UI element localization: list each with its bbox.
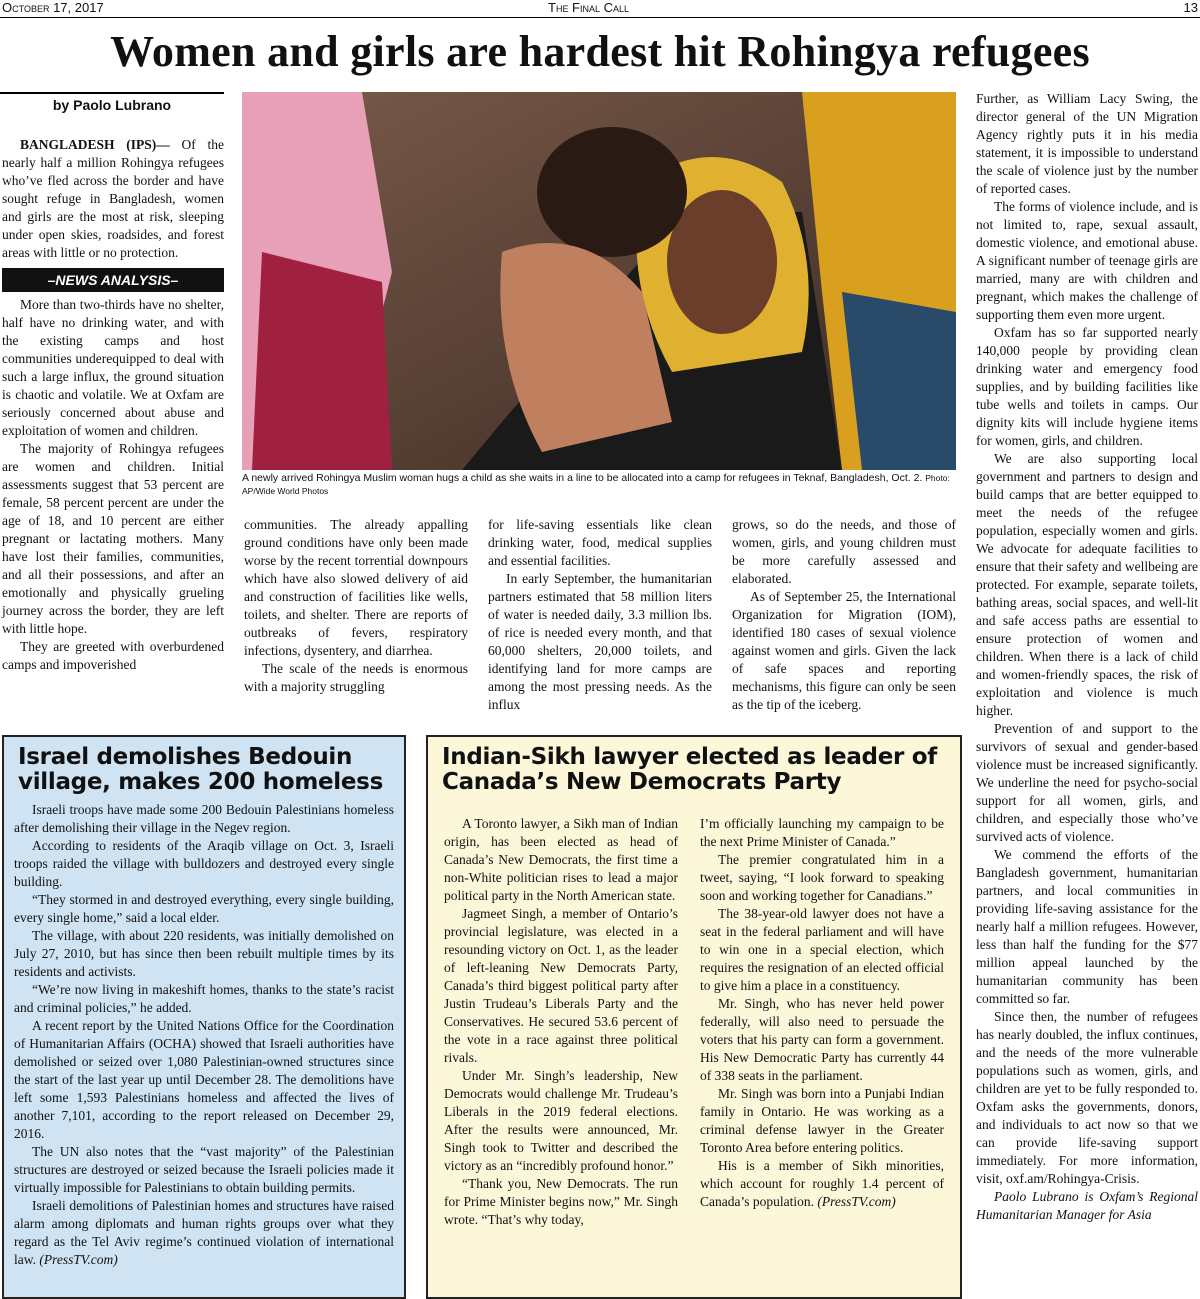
paragraph: Prevention of and support to the survivors of sexual and gender-based violence must be increased significantly. We underline the need for psycho-social support for all women, girls, and children, and especially those who’ve survived acts of violence. xyxy=(976,721,1198,844)
sikh-story-box xyxy=(426,735,962,1299)
paragraph: for life-saving essentials like clean drinking water, food, medical supplies and essential facilities. xyxy=(488,517,712,568)
paragraph: His is a member of Sikh minorities, which account for roughly 1.4 percent of Canada’s population. (PressTV.com) xyxy=(700,1158,944,1209)
paragraph: The forms of violence include, and is not limited to, rape, sexual assault, domestic violence, and emotional abuse. A significant number of teenage girls are married, many are with children and pregnant, which makes the challenge of supporting them even more urgent. xyxy=(976,199,1198,322)
paragraph: “They stormed in and destroyed everything, every single building, every single home,” said a local elder. xyxy=(14,892,394,925)
paper-name: The Final Call xyxy=(548,0,630,15)
paragraph: Further, as William Lacy Swing, the director general of the UN Migration Agency rightly puts it in his media statement, it is impossible to understand the scale of violence just by the number of reported cases. xyxy=(976,91,1198,196)
sikh-story-column-1 xyxy=(444,815,678,1229)
paragraph: The UN also notes that the “vast majority” of the Palestinian structures are destroyed or seized because the Israeli policies made it virtually impossible for Palestinians to obtain building permits. xyxy=(14,1144,394,1195)
paragraph: communities. The already appalling ground conditions have only been made worse by the recent torrential downpours which have also slowed delivery of aid and construction of facilities like wells, toilets, and shelter. There are reports of outbreaks of fevers, respiratory infections, dysentery, and diarrhea. xyxy=(244,517,468,658)
main-column-2 xyxy=(244,516,468,696)
main-headline: Women and girls are hardest hit Rohingya refugees xyxy=(110,27,1090,76)
paragraph: Israeli demolitions of Palestinian homes and structures have raised alarm among diplomats and human rights groups over what they regard as the Tel Aviv regime’s continued violation of international law. (PressTV.com) xyxy=(14,1198,394,1267)
sikh-story-column-2 xyxy=(700,815,944,1211)
page-number: 13 xyxy=(1183,0,1198,15)
paragraph: As of September 25, the International Organization for Migration (IOM), identified 180 cases of sexual violence against women and girls. Given the lack of safe spaces and reporting mechanisms, this figure can only be seen as the tip of the iceberg. xyxy=(732,589,956,712)
photo-caption: A newly arrived Rohingya Muslim woman hugs a child as she waits in a line to be allocated into a camp for refugees in Teknaf, Bangladesh, Oct. 2. Photo: AP/Wide World Photos xyxy=(242,472,950,496)
paragraph: The village, with about 220 residents, was initially demolished on July 27, 2010, but has since then been rebuilt multiple times by its residents and activists. xyxy=(14,928,394,979)
paragraph: I’m officially launching my campaign to be the next Prime Minister of Canada.” xyxy=(700,816,944,849)
folio-bar xyxy=(0,0,1200,18)
israel-story-box xyxy=(2,735,406,1299)
paragraph: Since then, the number of refugees has nearly doubled, the influx continues, and the needs of the more vulnerable populations such as women, girls, and children are yet to be fully responded to. Oxfam asks the governments, donors, and individuals to act now so that we can provide life-saving support immediately. For more information, visit, oxf.am/Rohingya-Crisis. xyxy=(976,1009,1198,1186)
main-column-4 xyxy=(732,516,956,714)
paragraph: Jagmeet Singh, a member of Ontario’s provincial legislature, was elected in a resounding victory on Oct. 1, as the leader of left-leaning New Democrats Party, Canada’s third biggest political party after Justin Trudeau’s Liberals Party and the Conservatives. He secured 53.6 percent of the vote in a race against three political rivals. xyxy=(444,906,678,1065)
news-analysis-label: –NEWS ANALYSIS– xyxy=(2,268,224,292)
source-credit: (PressTV.com) xyxy=(817,1194,896,1209)
paragraph: More than two-thirds have no shelter, half have no drinking water, and with the existing camps and host communities underequipped to deal with such a large influx, the ground situation is chaotic and volatile. We at Oxfam are seriously concerned about abuse and exploitation of women and children. xyxy=(2,297,224,438)
main-column-3 xyxy=(488,516,712,714)
lead-paragraph: BANGLADESH (IPS)— Of the nearly half a million Rohingya refugees who’ve fled across the border and have sought refuge in Bangladesh, women and girls are the most at risk, sleeping under open skies, roadsides, and forest areas with little or no protection. xyxy=(2,137,224,260)
main-column-1 xyxy=(2,136,224,674)
paragraph: The majority of Rohingya refugees are women and children. Initial assessments suggest that 53 percent are female, 58 percent percent are under the age of 18, and 10 percent are either pregnant or lactating mothers. Many have lost their families, communities, and all their possessions, and after an emotionally and physically grueling journey across the border, they are left with little hope. xyxy=(2,441,224,636)
paragraph: A recent report by the United Nations Office for the Coordination of Humanitarian Affairs (OCHA) showed that Israeli authorities have demolished or seized over 1,080 Palestinian-owned structures since the start of the last year up until December 28. The demolitions have left some 1,593 Palestinians homeless and affected the lives of another 7,101, according to the report released on December 29, 2016. xyxy=(14,1018,394,1141)
paragraph: In early September, the humanitarian partners estimated that 58 million liters of water is needed daily, 3.3 million lbs. of rice is needed every month, and that 60,000 shelters, 20,000 toilets, and identifying land for more camps are among the most pressing needs. As the influx xyxy=(488,571,712,712)
paragraph: We are also supporting local government and partners to design and build camps that are better equipped to meet the needs of the refugee population, especially women and girls. We advocate for adequate facilities to ensure that their safety and wellbeing are protected. For example, separate toilets, bathing areas, social spaces, and well-lit and safe access paths are essential to ensure protection of women and children. When there is a lack of child and women-friendly spaces, the risk of exploitation and violence is much higher. xyxy=(976,451,1198,718)
paragraph: Under Mr. Singh’s leadership, New Democrats would challenge Mr. Trudeau’s Liberals in the 2019 federal elections. After the results were announced, Mr. Singh took to Twitter and described the victory as an “incredibly profound honor.” xyxy=(444,1068,678,1173)
paragraph: grows, so do the needs, and those of women, girls, and young children must be more carefully assessed and elaborated. xyxy=(732,517,956,586)
photo-credit: Photo: AP/Wide World Photos xyxy=(242,473,950,496)
paragraph: Mr. Singh, who has never held power federally, will also need to persuade the voters that his party can form a government. His New Democratic Party has currently 44 of 338 seats in the parliament. xyxy=(700,996,944,1083)
refugee-photo xyxy=(242,92,956,470)
israel-story-title: Israel demolishes Bedouin village, makes 200 homeless xyxy=(18,744,383,795)
paragraph: Israeli troops have made some 200 Bedouin Palestinians homeless after demolishing their village in the Negev region. xyxy=(14,802,394,835)
paragraph: According to residents of the Araqib village on Oct. 3, Israeli troops raided the village with bulldozers and destroyed every single building. xyxy=(14,838,394,889)
author-note: Paolo Lubrano is Oxfam’s Regional Humanitarian Manager for Asia xyxy=(976,1189,1198,1222)
paragraph: Mr. Singh was born into a Punjabi Indian family in Ontario. He was working as a criminal defense lawyer in the Greater Toronto Area before entering politics. xyxy=(700,1086,944,1155)
photo-illustration xyxy=(242,92,956,470)
paragraph: “We’re now living in makeshift homes, thanks to the state’s racist and criminal policies,” he added. xyxy=(14,982,394,1015)
byline: by Paolo Lubrano xyxy=(0,92,224,113)
source-credit: (PressTV.com) xyxy=(39,1252,118,1267)
paragraph: Oxfam has so far supported nearly 140,000 people by providing clean drinking water and emergency food supplies, and by building facilities like tube wells and toilets in camps. Our dignity kits will include hygiene items for women, girls, and children. xyxy=(976,325,1198,448)
paragraph: The scale of the needs is enormous with a majority struggling xyxy=(244,661,468,694)
paragraph: They are greeted with overburdened camps and impoverished xyxy=(2,639,224,672)
paragraph: We commend the efforts of the Bangladesh government, humanitarian partners, and local communities in providing life-saving assistance for the nearly half a million refugees. However, less than half the funding for the $77 million appeal launched by the humanitarian community has been committed so far. xyxy=(976,847,1198,1006)
issue-date: October 17, 2017 xyxy=(2,0,104,15)
israel-story-body xyxy=(4,795,404,1269)
main-column-5 xyxy=(976,90,1198,1224)
paragraph: A Toronto lawyer, a Sikh man of Indian origin, has been elected as head of Canada’s New Democrats, the first time a non-White politician rises to lead a major political party in the North American state. xyxy=(444,816,678,903)
paragraph: The 38-year-old lawyer does not have a seat in the federal parliament and will have to win one in a special election, which requires the resignation of an elected official to give him a place in a constituency. xyxy=(700,906,944,993)
paragraph: The premier congratulated him in a tweet, saying, “I look forward to speaking soon and working together for Canadians.” xyxy=(700,852,944,903)
sikh-story-title: Indian-Sikh lawyer elected as leader of Canada’s New Democrats Party xyxy=(442,744,937,795)
paragraph: “Thank you, New Democrats. The run for Prime Minister begins now,” Mr. Singh wrote. “That’s why today, xyxy=(444,1176,678,1227)
dateline: BANGLADESH (IPS)— xyxy=(20,137,170,152)
